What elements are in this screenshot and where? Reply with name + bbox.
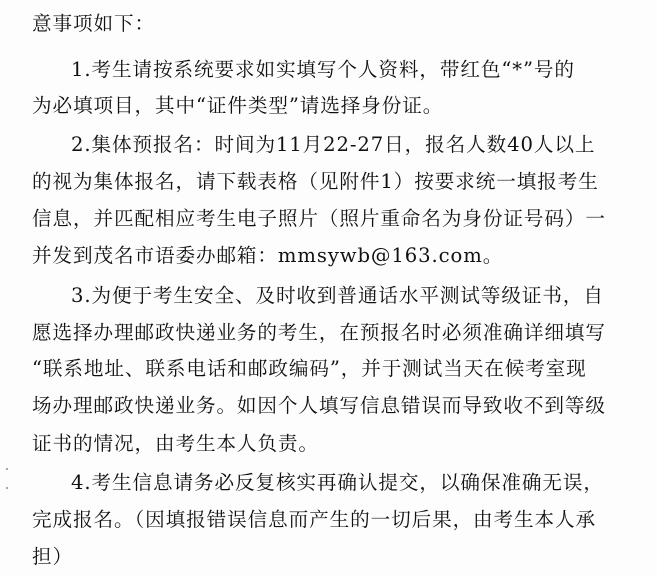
text-line: 4.考生信息请务必反复核实再确认提交，以确保准确无误， xyxy=(71,471,604,494)
text-line: 为必填项目，其中“证件类型”请选择身份证。 xyxy=(32,94,444,117)
text-line: “联系地址、联系电话和邮政编码”，并于测试当天在候考室现 xyxy=(32,357,587,380)
text-line: 的视为集体报名，请下载表格（见附件1）按要求统一填报考生 xyxy=(32,170,599,193)
text-line: 场办理邮政快递业务。如因个人填写信息错误而导致收不到等级 xyxy=(32,394,606,417)
text-line: 完成报名。（因填报错误信息而产生的一切后果，由考生本人承 xyxy=(32,508,597,531)
scan-speck xyxy=(6,487,8,489)
text-line: 证书的情况，由考生本人负责。 xyxy=(32,432,319,455)
text-line: 并发到茂名市语委办邮箱：mmsywb@163.com。 xyxy=(32,244,504,267)
text-line: 1.考生请按系统要求如实填写个人资料，带红色“*”号的 xyxy=(71,58,575,81)
text-line: 担） xyxy=(32,545,73,568)
text-line: 信息，并匹配相应考生电子照片（照片重命名为身份证号码）一 xyxy=(32,207,606,230)
text-line: 意事项如下： xyxy=(32,12,155,35)
text-line: 3.为便于考生安全、及时收到普通话水平测试等级证书，自 xyxy=(71,284,604,307)
scan-speck xyxy=(6,468,8,470)
text-line: 愿选择办理邮政快递业务的考生，在预报名时必须准确详细填写 xyxy=(32,321,606,344)
text-line: 2.集体预报名：时间为11月22-27日，报名人数40人以上 xyxy=(71,133,596,156)
